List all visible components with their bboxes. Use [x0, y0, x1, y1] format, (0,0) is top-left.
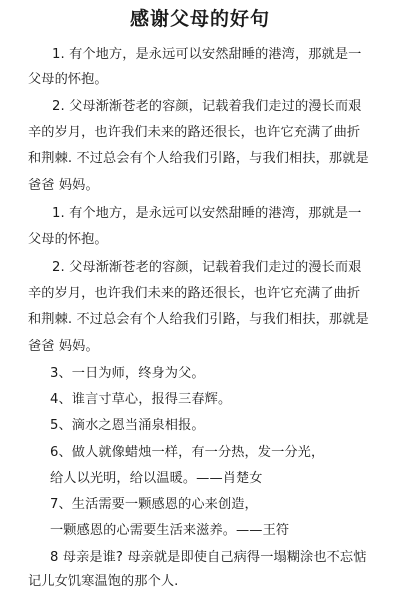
document-title: 感谢父母的好句	[129, 8, 270, 30]
text-line: 5、滴水之恩当涌泉相报。	[50, 418, 205, 433]
text-line: 和荆棘. 不过总会有个人给我们引路，与我们相扶，那就是	[28, 312, 369, 327]
text-line: 1. 有个地方，是永远可以安然甜睡的港湾，那就是一	[52, 206, 362, 221]
text-line: 和荆棘. 不过总会有个人给我们引路，与我们相扶，那就是	[28, 151, 369, 166]
text-line: 给人以光明，给以温暖。——肖楚女	[50, 471, 263, 486]
text-line: 辛的岁月，也许我们未来的路还很长，也许它充满了曲折	[28, 125, 361, 140]
text-line: 辛的岁月，也许我们未来的路还很长，也许它充满了曲折	[28, 286, 361, 301]
text-line: 2. 父母渐渐苍老的容颜，记载着我们走过的漫长而艰	[52, 99, 362, 114]
text-line: 爸爸 妈妈。	[28, 178, 99, 193]
text-line: 4、谁言寸草心，报得三春辉。	[50, 392, 232, 407]
text-line: 7、生活需要一颗感恩的心来创造，	[50, 497, 258, 512]
text-line: 6、做人就像蜡烛一样，有一分热，发一分光，	[50, 445, 325, 460]
text-line: 1. 有个地方，是永远可以安然甜睡的港湾，那就是一	[52, 47, 362, 62]
text-line: 记儿女饥寒温饱的那个人.	[28, 574, 179, 589]
text-line: 父母的怀抱。	[28, 232, 108, 247]
text-line: 3、一日为师，终身为父。	[50, 366, 205, 381]
text-line: 8 母亲是谁? 母亲就是即使自己病得一塌糊涂也不忘惦	[50, 550, 367, 565]
text-line: 父母的怀抱。	[28, 72, 108, 87]
text-line: 2. 父母渐渐苍老的容颜，记载着我们走过的漫长而艰	[52, 260, 362, 275]
text-line: 一颗感恩的心需要生活来滋养。——王符	[50, 523, 290, 538]
text-line: 爸爸 妈妈。	[28, 339, 99, 354]
